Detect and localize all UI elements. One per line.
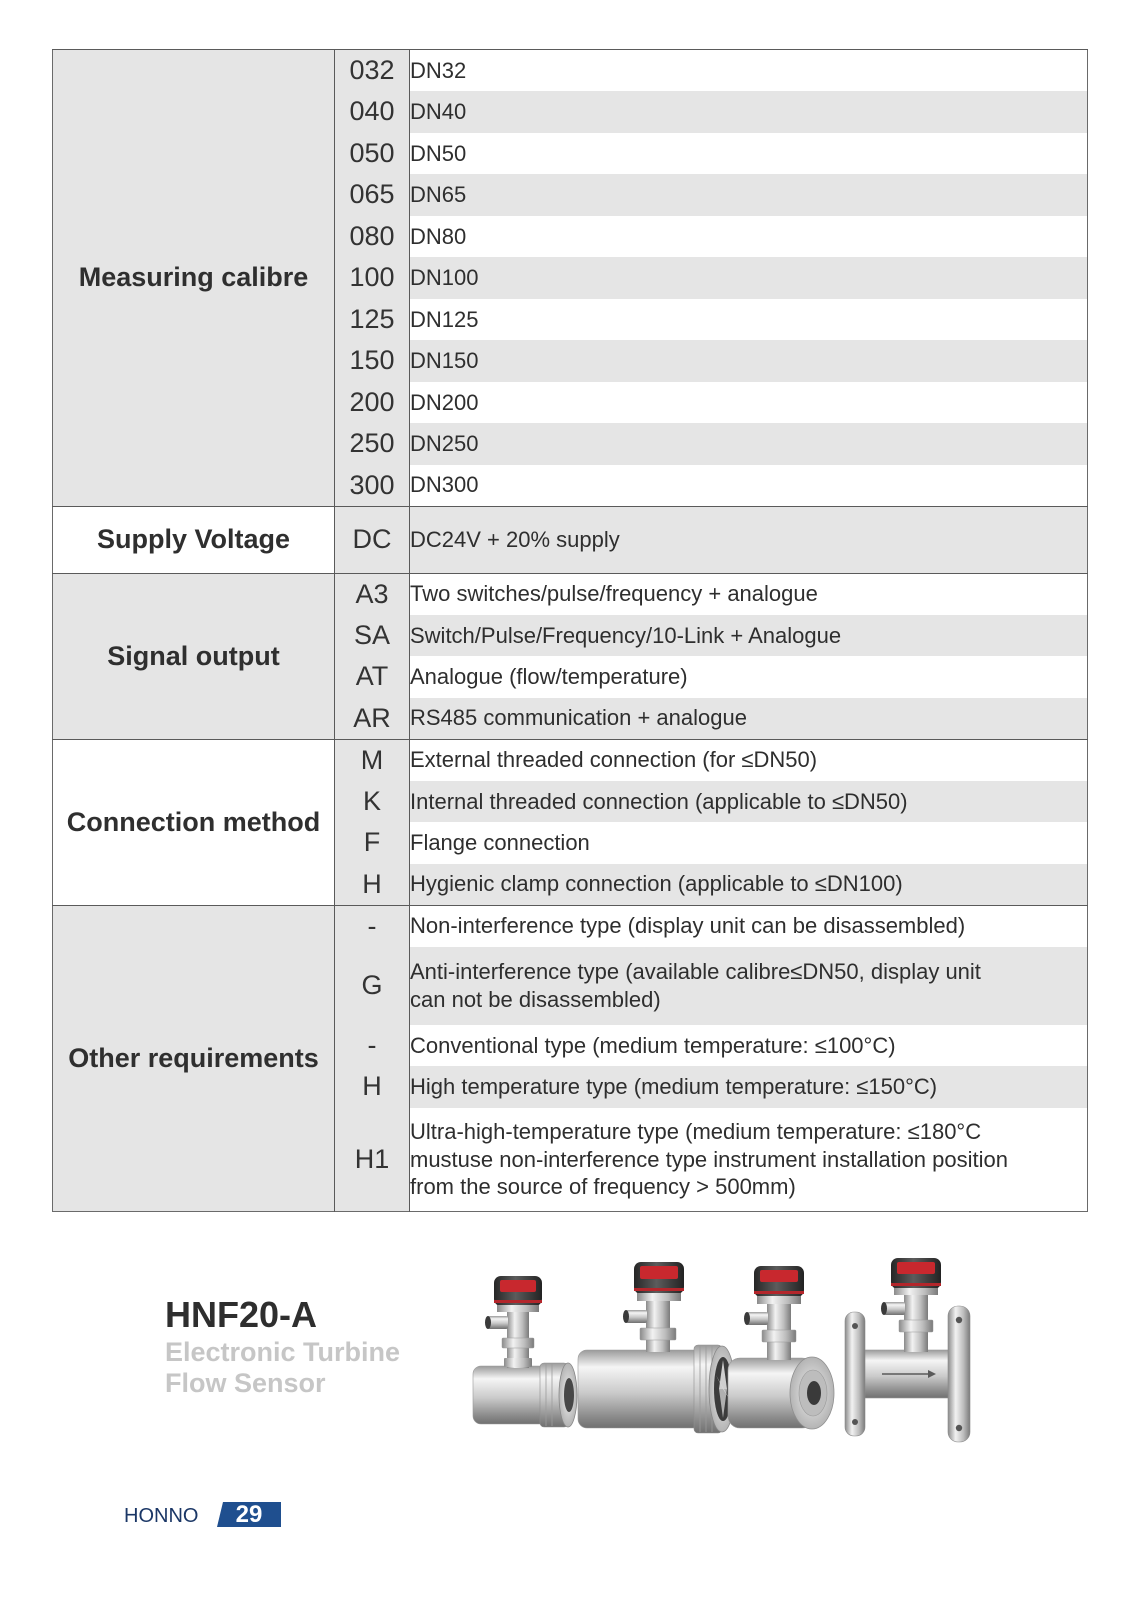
description-line: can not be disassembled) [410,986,661,1012]
option-code-cell [335,1108,410,1212]
option-code-cell [335,465,410,507]
option-code: 200 [349,386,395,417]
option-code-cell [335,739,410,781]
option-code: 250 [349,428,395,459]
option-code: 065 [349,179,395,210]
description-line: Ultra-high-temperature type (medium temperature: ≤180°C [410,1119,982,1144]
option-description-cell [410,1066,1088,1108]
description-line: Anti-interference type (available calibre≤DN50, display unit [410,959,981,984]
option-code: - [367,910,377,941]
option-code-cell [335,423,410,465]
flow-sensor-compact-image [728,1266,834,1429]
table-row [53,905,1088,947]
option-description-cell [410,864,1088,906]
option-description-cell [410,573,1088,615]
other-requirements-group [53,905,335,1212]
option-code: 300 [349,469,395,500]
option-code: 150 [349,345,395,376]
option-code-cell [335,864,410,906]
option-description-cell [410,382,1088,424]
product-photos [470,1250,990,1450]
option-code-cell [335,174,410,216]
option-code: DC [352,524,392,554]
description-line: High temperature type (medium temperature: ≤150°C) [410,1074,938,1099]
option-code: 050 [349,137,395,168]
option-code: - [367,1029,377,1060]
table-row [53,573,1088,615]
option-code-cell [335,1025,410,1067]
description-line: RS485 communication + analogue [410,705,747,731]
option-description-cell [410,299,1088,341]
option-code: 040 [349,96,395,127]
description-line: DN300 [410,472,479,498]
description-line: DN50 [410,140,467,166]
option-code-cell [335,340,410,382]
flow-sensor-flanged-image [845,1258,970,1442]
option-description-cell [410,739,1088,781]
signal-output-group [53,573,335,739]
option-description-cell [410,698,1088,740]
option-code-cell [335,947,410,1025]
option-description-cell [410,947,1088,1025]
option-code-cell [335,905,410,947]
option-code: SA [353,619,391,650]
option-code-cell [335,382,410,424]
option-code-cell [335,615,410,657]
option-code-cell [335,781,410,823]
page-number: 29 [235,1501,263,1528]
connection-method-group [53,739,335,905]
option-description-cell [410,91,1088,133]
description-line: DN32 [410,57,467,83]
option-description-cell [410,50,1088,92]
description-line: from the source of frequency > 500mm) [410,1174,796,1199]
group-label: Connection method [66,806,321,837]
description-line: Internal threaded connection (applicable to ≤DN50) [410,788,908,814]
group-label: Measuring calibre [78,262,309,293]
option-code: 080 [349,220,395,251]
option-code: 100 [349,262,395,293]
brand-name: HONNO [124,1505,199,1527]
product-name [165,1337,400,1399]
measuring-calibre-group [53,50,335,507]
option-code-cell [335,257,410,299]
description-line: Non-interference type (display unit can be disassembled) [410,913,966,939]
option-description-cell [410,905,1088,947]
description-line: DN80 [410,223,467,249]
option-code-cell [335,822,410,864]
option-code: A3 [355,578,389,609]
description-line: Conventional type (medium temperature: ≤100°C) [410,1032,896,1058]
table-row [53,739,1088,781]
description-line: Two switches/pulse/frequency + analogue [410,581,818,607]
group-label: Supply Voltage [96,524,291,554]
description-line: DN100 [410,265,479,290]
flow-sensor-threaded-image [473,1276,577,1427]
option-description-cell [410,174,1088,216]
group-label: Other requirements [68,1042,319,1073]
option-description-cell [410,340,1088,382]
description-line: DN250 [410,431,479,456]
description-line: DN125 [410,306,479,332]
description-line: DC24V + 20% supply [410,526,620,552]
option-code-cell [335,1066,410,1108]
option-description-cell [410,1025,1088,1067]
option-code: H1 [354,1143,390,1174]
option-code: H [362,1071,382,1102]
option-description-cell [410,423,1088,465]
flow-sensor-large-threaded-image [578,1262,735,1433]
supply-voltage-group [53,506,335,573]
description-line: Hygienic clamp connection (applicable to ≤DN100) [410,871,903,897]
option-code: K [362,785,381,816]
option-description-cell [410,506,1088,573]
product-name-line: Flow Sensor [165,1368,326,1398]
option-code-cell [335,91,410,133]
option-code: 125 [349,303,395,334]
option-description-cell [410,216,1088,258]
option-description-cell [410,257,1088,299]
option-code-cell [335,299,410,341]
description-line: DN65 [410,182,467,207]
option-description-cell [410,615,1088,657]
option-description-cell [410,656,1088,698]
description-line: Analogue (flow/temperature) [410,664,688,689]
option-code: G [361,970,383,1000]
description-line: Flange connection [410,830,590,855]
option-code: AT [355,661,389,692]
option-description-cell [410,822,1088,864]
table-row [53,506,1088,573]
option-description-cell [410,465,1088,507]
option-code-cell [335,656,410,698]
option-code: H [362,868,382,899]
option-description-cell [410,781,1088,823]
product-name-line: Electronic Turbine [165,1337,401,1367]
group-label: Signal output [107,640,280,671]
table-row [53,50,1088,92]
description-line: External threaded connection (for ≤DN50) [410,747,818,773]
option-description-cell [410,133,1088,175]
option-code-cell [335,506,410,573]
option-code-cell [335,50,410,92]
option-code-cell [335,698,410,740]
description-line: Switch/Pulse/Frequency/10-Link + Analogue [410,622,842,648]
product-model: HNF20-A [165,1294,318,1335]
option-description-cell [410,1108,1088,1212]
option-code: AR [353,702,391,733]
description-line: DN200 [410,389,479,415]
option-code-cell [335,216,410,258]
option-code-cell [335,573,410,615]
description-line: mustuse non-interference type instrument installation position [410,1146,1008,1172]
description-line: DN150 [410,348,479,373]
spec-table [52,49,1088,1212]
option-code: 032 [349,55,395,85]
description-line: DN40 [410,99,467,124]
option-code: F [363,827,381,858]
option-code-cell [335,133,410,175]
option-code: M [360,744,384,775]
